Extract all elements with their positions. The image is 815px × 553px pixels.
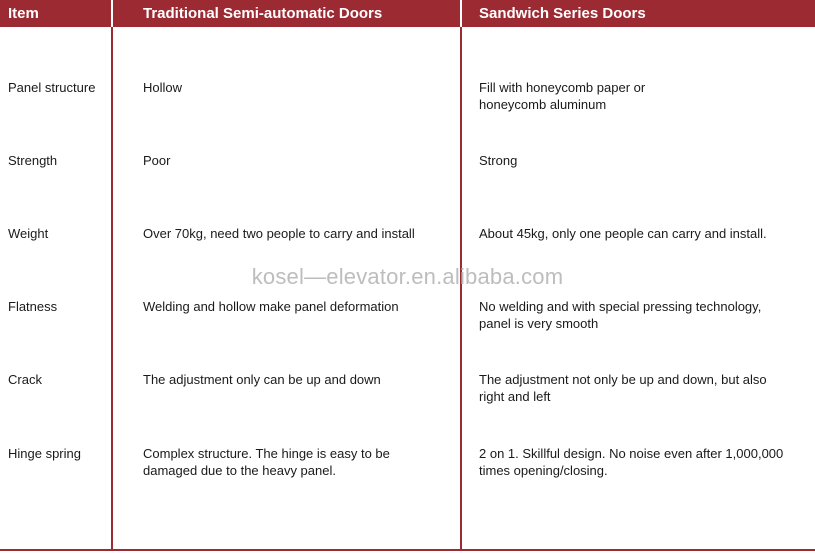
traditional-cell	[143, 298, 399, 315]
table-header	[0, 0, 815, 27]
row-item-label: Panel structure	[8, 80, 96, 95]
header-separator	[111, 0, 113, 27]
sandwich-line: No welding and with special pressing technology,	[479, 299, 762, 314]
traditional-cell	[143, 79, 182, 96]
sandwich-line: The adjustment not only be up and down, but also	[479, 372, 767, 387]
traditional-line: Complex structure. The hinge is easy to be	[143, 446, 390, 461]
sandwich-line: right and left	[479, 389, 551, 404]
traditional-line: Hollow	[143, 80, 183, 95]
sandwich-line: times opening/closing.	[479, 463, 608, 478]
sandwich-line: honeycomb aluminum	[479, 97, 607, 112]
traditional-line: damaged due to the heavy panel.	[143, 463, 336, 478]
row-item-label: Strength	[8, 153, 58, 168]
sandwich-cell	[479, 79, 645, 113]
traditional-line: Welding and hollow make panel deformation	[143, 299, 399, 314]
header-traditional: Traditional Semi-automatic Doors	[143, 5, 383, 22]
traditional-cell	[143, 371, 381, 388]
traditional-line: Poor	[143, 153, 171, 168]
sandwich-line: 2 on 1. Skillful design. No noise even after 1,000,000	[479, 446, 784, 461]
traditional-cell	[143, 445, 390, 479]
row-item-label: Flatness	[8, 299, 58, 314]
row-item-label: Crack	[8, 372, 42, 387]
traditional-cell	[143, 152, 170, 169]
sandwich-cell	[479, 225, 767, 242]
sandwich-line: Fill with honeycomb paper or	[479, 80, 646, 95]
traditional-line: Over 70kg, need two people to carry and install	[143, 226, 415, 241]
header-sandwich: Sandwich Series Doors	[479, 5, 646, 22]
traditional-cell	[143, 225, 415, 242]
row-item-label: Hinge spring	[8, 446, 81, 461]
row-item-label: Weight	[8, 226, 49, 241]
watermark-text: kosel—elevator.en.alibaba.com	[251, 264, 564, 289]
sandwich-cell	[479, 298, 761, 332]
sandwich-line: panel is very smooth	[479, 316, 599, 331]
sandwich-cell	[479, 445, 783, 479]
sandwich-cell	[479, 152, 517, 169]
header-item: Item	[8, 5, 39, 22]
header-separator	[460, 0, 462, 27]
sandwich-line: Strong	[479, 153, 518, 168]
sandwich-line: About 45kg, only one people can carry and install.	[479, 226, 767, 241]
traditional-line: The adjustment only can be up and down	[143, 372, 381, 387]
sandwich-cell	[479, 371, 767, 405]
table-bottom-border	[0, 549, 815, 551]
